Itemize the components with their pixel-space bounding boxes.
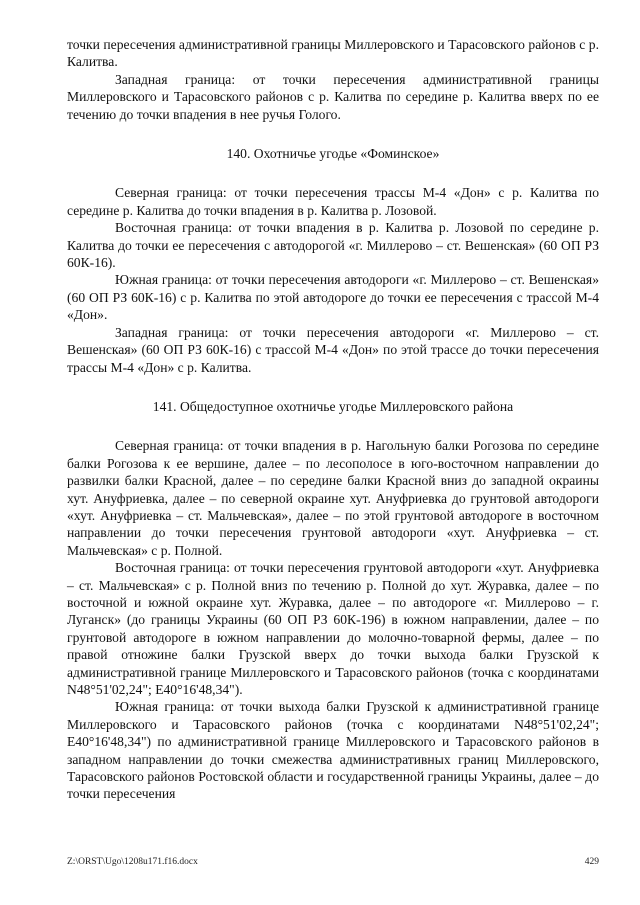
file-path: Z:\ORST\Ugo\1208u171.f16.docx bbox=[67, 857, 198, 867]
document-body bbox=[67, 36, 599, 803]
section-heading: 140. Охотничье угодье «Фоминское» bbox=[226, 146, 440, 162]
paragraph: Северная граница: от точки впадения в р. Нагольную балки Рогозова по середине балки Рогозова к ее вершине, далее – по лесополосе в юго-восточном направлении до развилки балки Красной, далее – по середине балки Красной вниз до западной окраины хут. Ануфриевка, далее – по северной окраине хут. Ануфриевка до грунтовой автодороги «хут. Ануфриевка – ст. Мальчевская», далее – по этой грунтовой автодороге в восточном направлении до точки пересечения грунтовой автодороги «хут. Ануфриевка – ст. Мальчевская» с р. Полной. bbox=[67, 438, 599, 558]
section-heading: 141. Общедоступное охотничье угодье Миллеровского района bbox=[152, 398, 514, 414]
paragraph: Южная граница: от точки выхода балки Грузской к административной границе Миллеровского и Тарасовского районов (точка с координатами N48°51'02,24"; E40°16'48,34") по административной границе Миллеровского и Тарасовского районов в западном направлении до точки смежества административных границ Миллеровского, Тарасовского районов Ростовской области и государственной границы Украины, далее – до точки пересечения bbox=[67, 699, 599, 802]
page-number: 429 bbox=[584, 857, 599, 867]
paragraph: Восточная граница: от точки пересечения грунтовой автодороги «хут. Ануфриевка – ст. Мальчевская» с р. Полной вниз по течению р. Полной до хут. Журавка, далее – по восточной и южной окраине хут. Журавка, далее – по автодороге «г. Миллерово – г. Луганск» (до границы Украины (60 ОП РЗ 60К-196) в южном направлении, далее – по грунтовой автодороге в южном направлении до молочно-товарной фермы, далее – по правой отножине балки Грузской вверх до точки выхода балки Грузской к административной границе Миллеровского и Тарасовского районов (точка с координатами N48°51'02,24"; E40°16'48,34"). bbox=[67, 560, 599, 697]
paragraph: Западная граница: от точки пересечения автодороги «г. Миллерово – ст. Вешенская» (60 ОП РЗ 60К-16) с трассой М-4 «Дон» по этой трассе до точки пересечения трассы М-4 «Дон» с р. Калитва. bbox=[67, 324, 599, 375]
page-footer bbox=[67, 857, 599, 871]
paragraph: Западная граница: от точки пересечения административной границы Миллеровского и Тарасовского районов с р. Калитва по середине р. Калитва вверх по ее течению до точки впадения в нее ручья Голого. bbox=[67, 71, 599, 122]
paragraph: Южная граница: от точки пересечения автодороги «г. Миллерово – ст. Вешенская» (60 ОП РЗ 60К-16) с р. Калитва по этой автодороге до точки ее пересечения с трассой М-4 «Дон». bbox=[67, 272, 599, 323]
paragraph: Восточная граница: от точки впадения в р. Калитва р. Лозовой по середине р. Калитва до точки ее пересечения с автодорогой «г. Миллерово – ст. Вешенская» (60 ОП РЗ 60К-16). bbox=[67, 220, 599, 271]
paragraph: точки пересечения административной границы Миллеровского и Тарасовского районов с р. Калитва. bbox=[67, 37, 599, 70]
paragraph: Северная граница: от точки пересечения трассы М-4 «Дон» с р. Калитва по середине р. Калитва до точки впадения в р. Калитва р. Лозовой. bbox=[67, 185, 599, 218]
